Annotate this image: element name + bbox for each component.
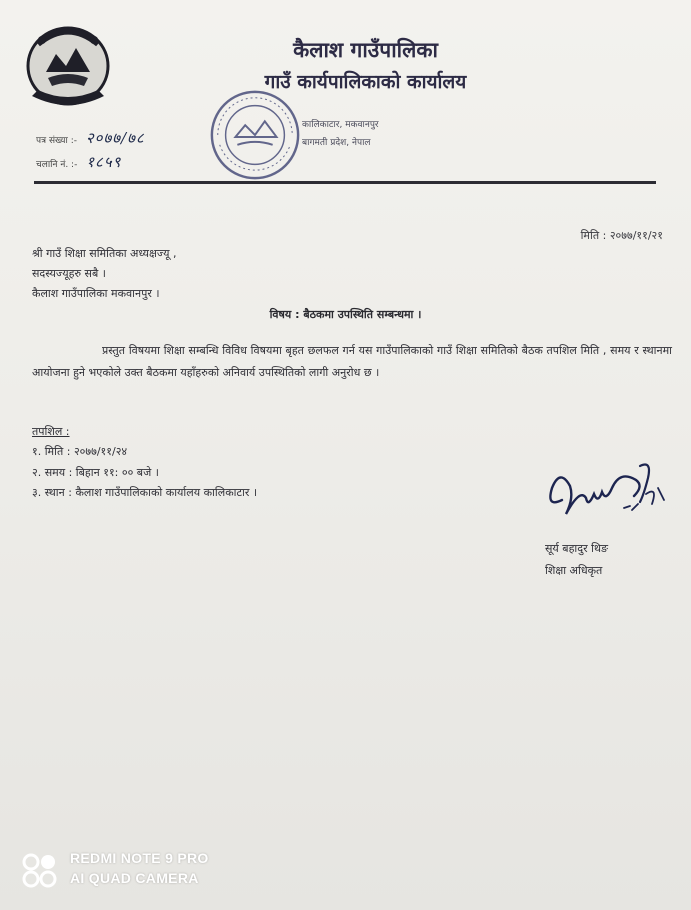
dispatch-number-value: १८५९ (86, 153, 122, 171)
camera-watermark (70, 848, 209, 888)
dispatch-number-label: चलानि नं. :- (36, 160, 78, 170)
letter-number-label: पत्र संख्या :- (36, 136, 77, 146)
addressee-line-1: श्री गाउँ शिक्षा समितिका अध्यक्षज्यू , (32, 247, 177, 260)
address-line-2: बागमती प्रदेश, नेपाल (302, 138, 371, 148)
letter-number-value: २०७७/७८ (85, 129, 145, 147)
letter-subject: विषय : बैठकमा उपस्थिति सम्बन्धमा । (269, 308, 422, 321)
signature-icon (540, 458, 680, 538)
addressee-line-3: कैलाश गाउँपालिका मकवानपुर । (32, 287, 160, 300)
dispatch-number (36, 152, 121, 172)
signatory-name: सूर्य बहादुर थिङ (545, 542, 609, 555)
signatory-title: शिक्षा अधिकृत (545, 564, 603, 577)
letter-body: प्रस्तुत विषयमा शिक्षा सम्बन्धि विविध विषयमा बृहत छलफल गर्न यस गाउँपालिकाको गाउँ शिक्षा समितिको बैठक तपशिल मिति , समय र स्थानमा आयोजना हुने भएकोले उक्त बैठकमा यहाँहरुको अनिवार्य उपस्थितिको लागी अनुरोध छ । (32, 344, 672, 379)
watermark-line-1: REDMI NOTE 9 PRO (70, 850, 209, 866)
details-date: १. मिति : २०७७/११/२४ (32, 445, 128, 458)
letter-date: मिति : २०७७/११/२१ (580, 229, 663, 242)
address-line-1: कालिकाटार, मकवानपुर (302, 120, 379, 130)
details-time: २. समय : बिहान ११: ०० बजे । (32, 466, 159, 479)
watermark-line-2: AI QUAD CAMERA (70, 870, 199, 886)
details-heading: तपशिल : (32, 425, 70, 438)
office-seal-icon (206, 86, 304, 184)
camera-watermark-icon (22, 852, 58, 888)
addressee-line-2: सदस्यज्यूहरु सबै । (32, 267, 106, 280)
office-name: कैलाश गाउँपालिका (293, 37, 438, 62)
letter-number (36, 128, 145, 148)
details-venue: ३. स्थान : कैलाश गाउँपालिकाको कार्यालय कालिकाटार । (32, 486, 258, 499)
office-subtitle: गाउँ कार्यपालिकाको कार्यालय (264, 71, 467, 93)
header-divider (34, 181, 656, 184)
